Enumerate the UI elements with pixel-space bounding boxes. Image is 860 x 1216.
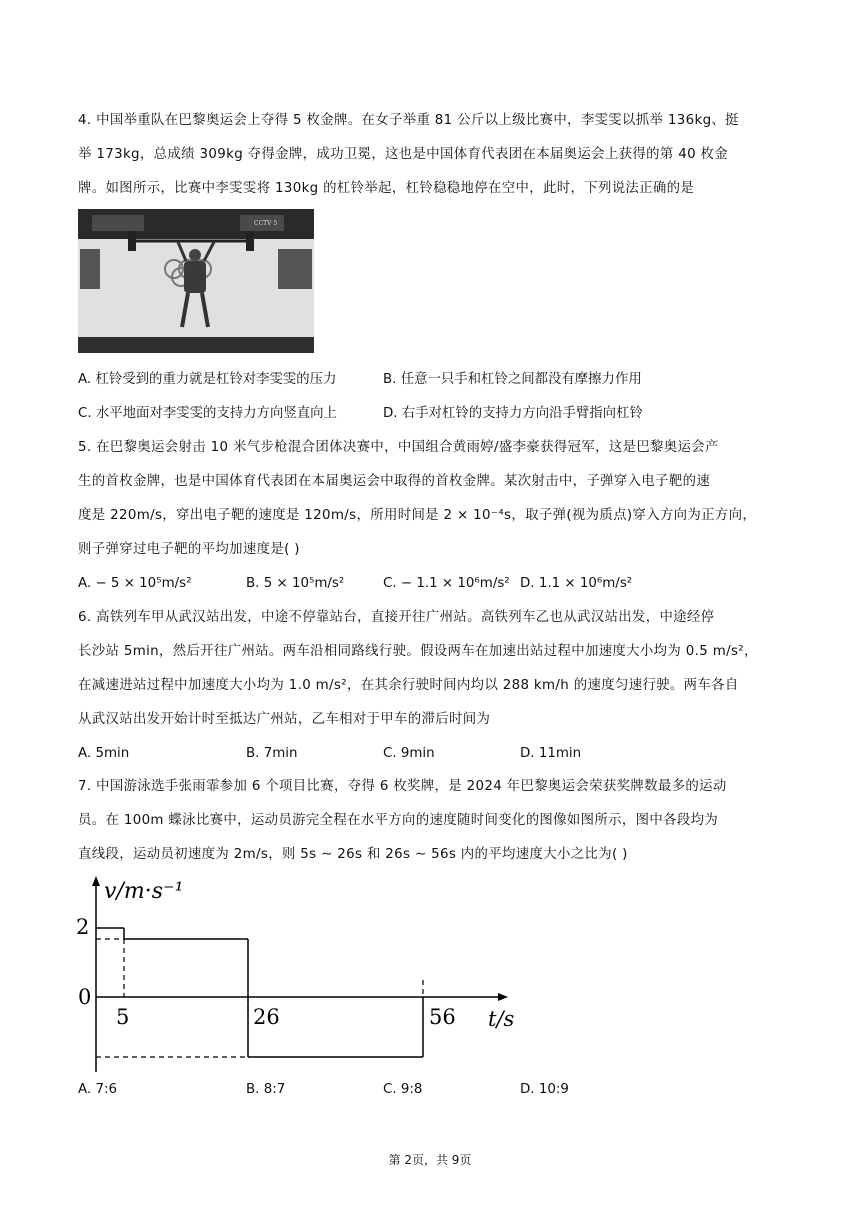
- q4-text-line-1: 4. 中国举重队在巴黎奥运会上夺得 5 枚金牌。在女子举重 81 公斤以上级比赛中，李雯雯以抓举 136kg、挺: [78, 113, 739, 128]
- page-footer: 第 2页，共 9页: [388, 1153, 472, 1167]
- t-axis-label: t/s: [488, 1007, 515, 1031]
- q5-text-line-2: 生的首枚金牌，也是中国体育代表团在本届奥运会中取得的首枚金牌。某次射击中，子弹穿入电子靶的速: [78, 474, 711, 489]
- q4-option-d[interactable]: D. 右手对杠铃的支持力方向沿手臂指向杠铃: [383, 406, 643, 421]
- q7-option-b[interactable]: B. 8:7: [246, 1082, 286, 1097]
- q6-option-d[interactable]: D. 11min: [520, 746, 582, 761]
- q7-text-line-1: 7. 中国游泳选手张雨霏参加 6 个项目比赛，夺得 6 枚奖牌，是 2024 年巴黎奥运会荣获奖牌数最多的运动: [78, 779, 727, 794]
- q4-option-b[interactable]: B. 任意一只手和杠铃之间都没有摩擦力作用: [383, 372, 642, 387]
- q6-text-line-4: 从武汉站出发开始计时至抵达广州站，乙车相对于甲车的滞后时间为: [78, 712, 491, 727]
- x-tick-56: 56: [429, 1005, 456, 1029]
- v-axis-arrow: [92, 876, 100, 886]
- q6-text-line-2: 长沙站 5min，然后开往广州站。两车沿相同路线行驶。假设两车在加速出站过程中加速度大小均为 0.5 m/s²，: [78, 644, 758, 659]
- q5-option-a[interactable]: A. − 5 × 10⁵m/s²: [78, 576, 192, 591]
- q5-text-line-4: 则子弹穿过电子靶的平均加速度是( ): [78, 542, 300, 557]
- weightlifting-photo: [78, 209, 314, 353]
- q4-option-c[interactable]: C. 水平地面对李雯雯的支持力方向竖直向上: [78, 406, 337, 421]
- q7-option-a[interactable]: A. 7:6: [78, 1082, 117, 1097]
- x-tick-5: 5: [116, 1005, 130, 1029]
- q6-option-c[interactable]: C. 9min: [383, 746, 435, 761]
- q5-text-line-3: 度是 220m/s，穿出电子靶的速度是 120m/s，所用时间是 2 × 10⁻⁴s，取子弹(视为质点)穿入方向为正方向，: [78, 508, 757, 523]
- x-tick-26: 26: [253, 1005, 280, 1029]
- q6-option-a[interactable]: A. 5min: [78, 746, 130, 761]
- q7-option-c[interactable]: C. 9:8: [383, 1082, 423, 1097]
- q5-option-d[interactable]: D. 1.1 × 10⁶m/s²: [520, 576, 633, 591]
- q4-text-line-3: 牌。如图所示，比赛中李雯雯将 130kg 的杠铃举起，杠铃稳稳地停在空中，此时，下列说法正确的是: [78, 181, 695, 196]
- q4-option-a[interactable]: A. 杠铃受到的重力就是杠铃对李雯雯的压力: [78, 372, 337, 387]
- q5-option-c[interactable]: C. − 1.1 × 10⁶m/s²: [383, 576, 510, 591]
- q6-text-line-1: 6. 高铁列车甲从武汉站出发，中途不停靠站台，直接开往广州站。高铁列车乙也从武汉站出发，中途经停: [78, 610, 715, 625]
- y-tick-2: 2: [76, 915, 90, 939]
- q6-option-b[interactable]: B. 7min: [246, 746, 298, 761]
- origin-label: 0: [78, 985, 92, 1009]
- q6-text-line-3: 在减速进站过程中加速度大小均为 1.0 m/s²，在其余行驶时间内均以 288 km/h 的速度匀速行驶。两车各自: [78, 678, 739, 693]
- weightlifter-illustration: [78, 209, 314, 353]
- q7-text-line-2: 员。在 100m 蝶泳比赛中，运动员游完全程在水平方向的速度随时间变化的图像如图所示，图中各段均为: [78, 813, 719, 828]
- t-axis-arrow: [498, 993, 508, 1001]
- v-axis-label: v/m·s⁻¹: [104, 879, 184, 904]
- q5-text-line-1: 5. 在巴黎奥运会射击 10 米气步枪混合团体决赛中，中国组合黄雨婷/盛李豪获得冠军，这是巴黎奥运会产: [78, 440, 719, 455]
- q5-option-b[interactable]: B. 5 × 10⁵m/s²: [246, 576, 345, 591]
- q7-option-d[interactable]: D. 10:9: [520, 1082, 569, 1097]
- q7-text-line-3: 直线段，运动员初速度为 2m/s，则 5s ∼ 26s 和 26s ∼ 56s 内的平均速度大小之比为( ): [78, 847, 628, 862]
- photo-caption: CCTV 5: [254, 220, 278, 227]
- velocity-time-graph: [70, 872, 520, 1077]
- q4-text-line-2: 举 173kg，总成绩 309kg 夺得金牌，成功卫冕，这也是中国体育代表团在本届奥运会上获得的第 40 枚金: [78, 147, 729, 162]
